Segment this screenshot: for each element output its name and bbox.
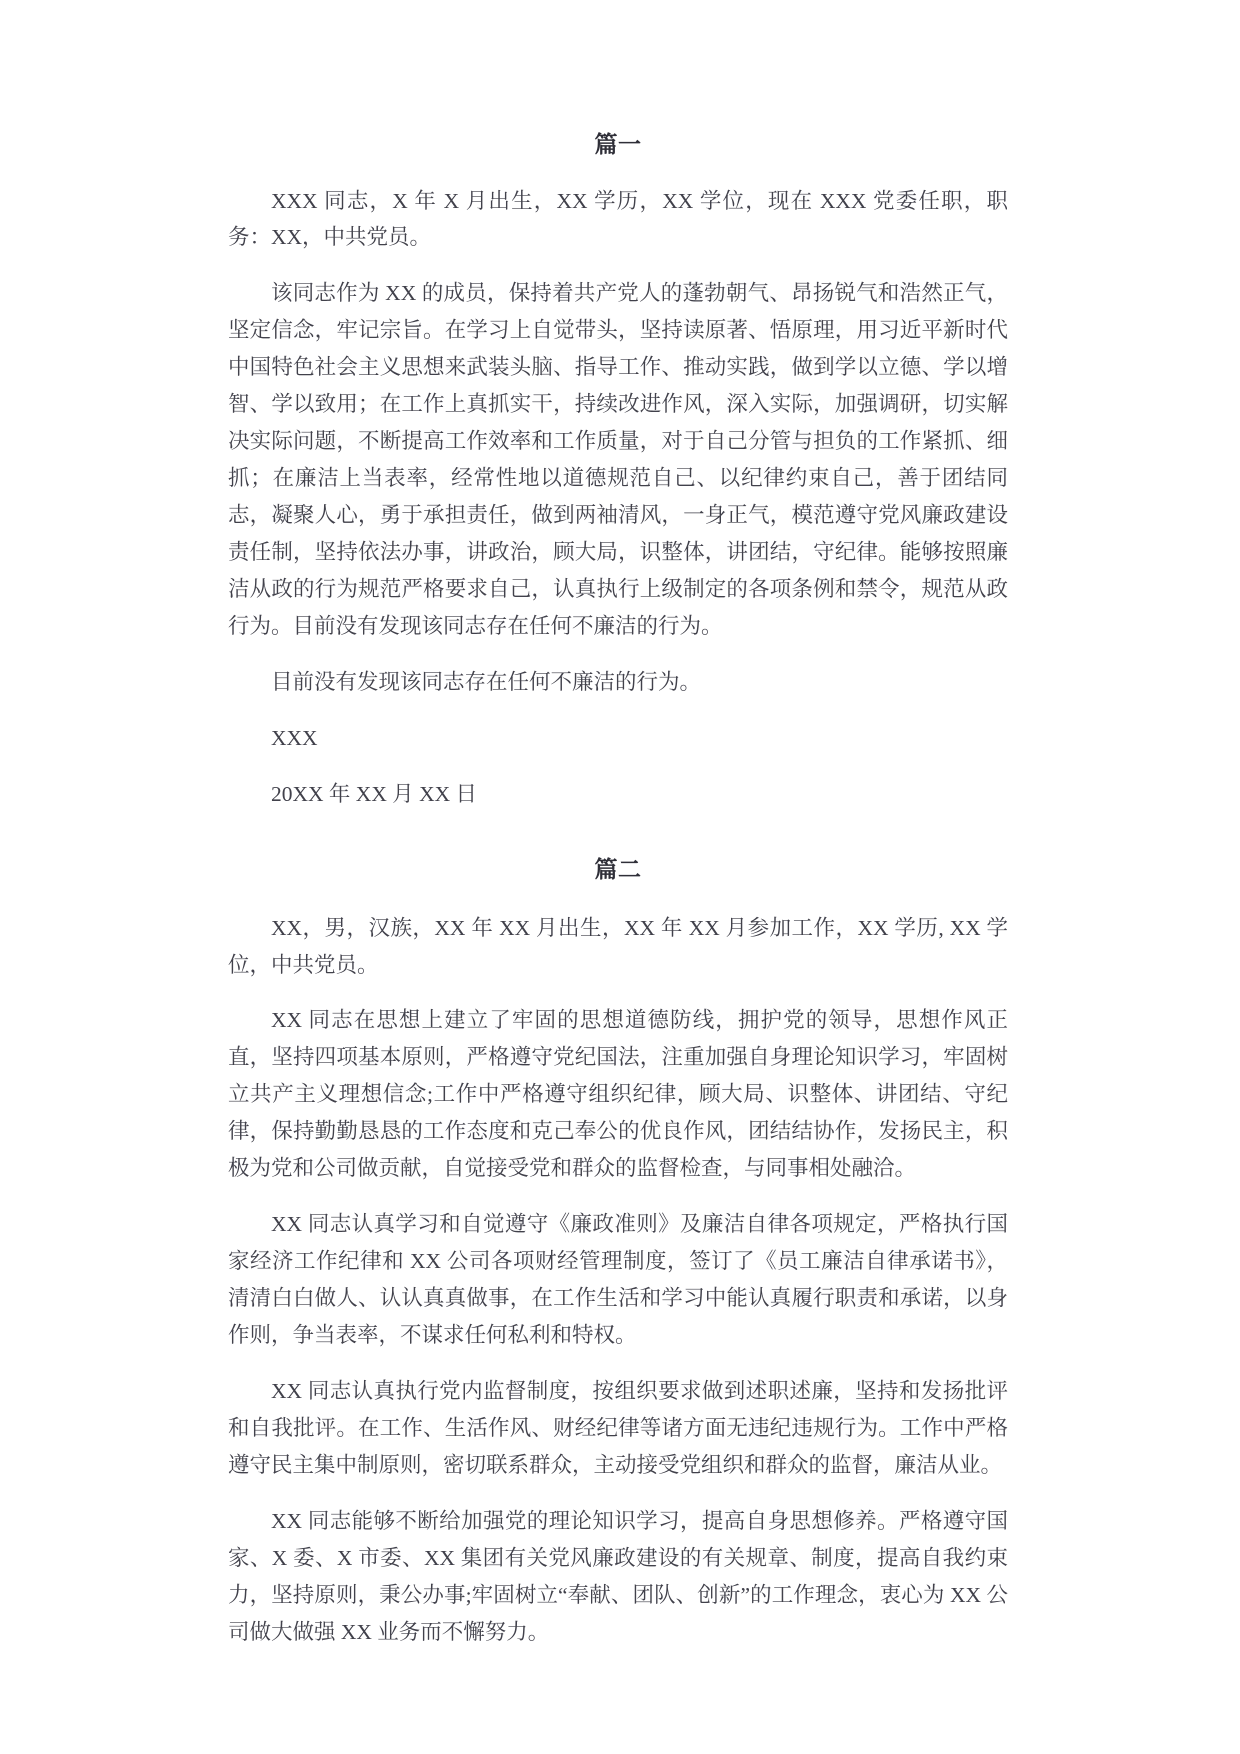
paragraph-1-2: 该同志作为 XX 的成员，保持着共产党人的蓬勃朝气、昂扬锐气和浩然正气，坚定信念，牢记宗旨。在学习上自觉带头，坚持读原著、悟原理，用习近平新时代中国特色社会主义思想来武装头脑、指导工作、推动实践，做到学以立德、学以增智、学以致用；在工作上真抓实干，持续改进作风，深入实际，加强调研，切实解决实际问题，不断提高工作效率和工作质量，对于自己分管与担负的工作紧抓、细抓；在廉洁上当表率，经常性地以道德规范自己、以纪律约束自己，善于团结同志，凝聚人心，勇于承担责任，做到两袖清风，一身正气，模范遵守党风廉政建设责任制，坚持依法办事，讲政治，顾大局，识整体，讲团结，守纪律。能够按照廉洁从政的行为规范严格要求自己，认真执行上级制定的各项条例和禁令，规范从政行为。目前没有发现该同志存在任何不廉洁的行为。 (228, 281, 1008, 639)
signature-line: XXX (271, 726, 318, 751)
section-pian-yi (228, 128, 1008, 813)
section-heading-1: 篇一 (594, 132, 642, 157)
paragraph-2-1: XX，男，汉族，XX 年 XX 月出生，XX 年 XX 月参加工作，XX 学历, XX 学位，中共党员。 (228, 915, 1008, 977)
section-heading-2: 篇二 (594, 857, 642, 883)
document-body (228, 128, 1008, 1651)
paragraph-1-1: XXX 同志，X 年 X 月出生，XX 学历，XX 学位，现在 XXX 党委任职，职务：XX，中共党员。 (228, 188, 1008, 250)
paragraph-2-4: XX 同志认真执行党内监督制度，按组织要求做到述职述廉，坚持和发扬批评和自我批评。在工作、生活作风、财经纪律等诸方面无违纪违规行为。工作中严格遵守民主集中制原则，密切联系群众，主动接受党组织和群众的监督，廉洁从业。 (228, 1379, 1008, 1478)
paragraph-1-3: 目前没有发现该同志存在任何不廉洁的行为。 (271, 670, 702, 695)
section-pian-er (228, 853, 1008, 1651)
paragraph-2-3: XX 同志认真学习和自觉遵守《廉政准则》及廉洁自律各项规定，严格执行国家经济工作纪律和 XX 公司各项财经管理制度，签订了《员工廉洁自律承诺书》，清清白白做人、认认真真做事，在工作生活和学习中能认真履行职责和承诺，以身作则，争当表率，不谋求任何私利和特权。 (228, 1212, 1008, 1348)
paragraph-2-5: XX 同志能够不断给加强党的理论知识学习，提高自身思想修养。严格遵守国家、X 委、X 市委、XX 集团有关党风廉政建设的有关规章、制度，提高自我约束力，坚持原则，秉公办事;牢固树立“奉献、团队、创新”的工作理念，衷心为 XX 公司做大做强 XX 业务而不懈努力。 (228, 1509, 1008, 1644)
date-line: 20XX 年 XX 月 XX 日 (271, 782, 478, 807)
paragraph-2-2: XX 同志在思想上建立了牢固的思想道德防线，拥护党的领导，思想作风正直，坚持四项基本原则，严格遵守党纪国法，注重加强自身理论知识学习，牢固树立共产主义理想信念;工作中严格遵守组织纪律，顾大局、识整体、讲团结、守纪律，保持勤勤恳恳的工作态度和克己奉公的优良作风，团结结协作，发扬民主，积极为党和公司做贡献，自觉接受党和群众的监督检查，与同事相处融洽。 (228, 1008, 1008, 1181)
